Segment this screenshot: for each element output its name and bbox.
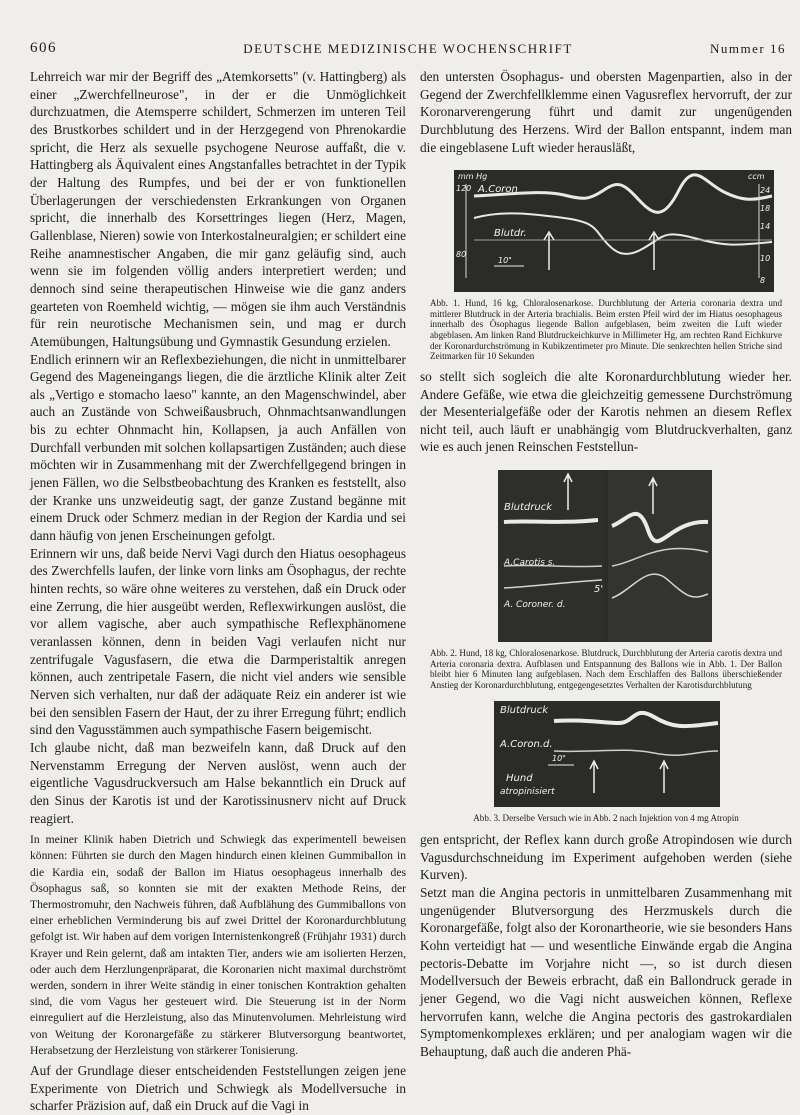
figure-3-caption: Abb. 3. Derselbe Versuch wie in Abb. 2 nach Injektion von 4 mg Atropin — [473, 812, 739, 823]
left-column — [30, 68, 406, 1115]
journal-title: DEUTSCHE MEDIZINISCHE WOCHENSCHRIFT — [243, 41, 573, 56]
figure-2 — [420, 470, 792, 690]
fig3-series-coron: A.Coron.d. — [500, 738, 553, 750]
paragraph: Lehrreich war mir der Begriff des „Atemkorsetts" (v. Hattingberg) als einer „Zwerchfellneurose", in der er die Unmöglichkeit durchzuatmen, die Atemsperre schildert, Schmerzen im unteren Teil des Brustkorbes schildert und in der Herzgegend von Phrenokardie spricht, die Herz als sexuelle psychogene Neurose auffaßt, die v. Hattingberg als Äquivalent eines Angstanfalles betrachtet in der Typik der Haltung des Rumpfes, und bei der er von funktionellen Überlagerungen der verschiedensten Erkrankungen von Organen spricht, die innerhalb des Korsettringes liegen (Herz, Magen, Gallenblase, Nieren) sowie von Interkostalneuralgien; er schildert eine Reihe anamnestischer Angaben, die mir ganz geläufig sind, auch wenn sie im folgenden völlig anders interpretiert werden; und dennoch sind seine therapeutischen Hinweise wie die ganz anders gearteten von Roemheld wichtig, — mögen sie ihm auch Verständnis für rein neurotische Mechanismen sein, und mag er durch Atemübungen, Haltungsübung und Gymnastik Gesundung erzielen. — [30, 69, 406, 349]
fig1-tick-r5: 8 — [760, 276, 766, 286]
page-number: 606 — [30, 40, 57, 56]
figure-2-plot — [498, 470, 712, 642]
small-print-paragraph: In meiner Klinik haben Dietrich und Schwiegk das experimentell beweisen können: Führten sie durch den Magen hindurch einen kleinen Gummiballon in die Kardia ein, sodaß der Ballon im Hiatus oesophageus innerhalb des Ösophagus saß, so konnten sie mit der exakten Methode Reins, der Thermostromuhr, den Nachweis führen, daß Aufblähung des Gummiballons von einer erheblichen Verminderung bis auf zwei Drittel der Koronardurchblutung gefolgt ist. Wir haben auf dem vorigen Internistenkongreß (Frühjahr 1931) durch Krayer und Rein gelernt, daß am intakten Tier, anders wie am isolierten Herzen, oder auch dem Herzlungenpräparat, die Koronarien nicht maximal durchströmt werden, sondern in ihrer Weite ständig in einer tonischen Kontraktion gehalten sind, die vom Vagus her gesteuert wird. Die Steuerung ist in der Norm einreguliert auf die Herzleistung, also das Minutenvolumen. Mehrleistung wird von Weitung der Koronargefäße zu stärkerer Blutversorgung beantwortet, Herabsetzung der Herzleistung von stärkerer Tonisierung. — [30, 833, 406, 1057]
fig2-series-carotis: A.Carotis s. — [504, 558, 556, 569]
paragraph: Auf der Grundlage dieser entscheidenden Feststellungen zeigen jene Experimente von Dietrich und Schwiegk als Modellversuche in scharfer Präzision auf, daß ein Druck auf die Vagi in — [30, 1063, 406, 1114]
figure-1 — [420, 170, 792, 362]
fig2-mark: 5' — [594, 584, 604, 596]
fig3-time-mark: 10" — [552, 753, 566, 763]
paragraph: den untersten Ösophagus- und obersten Magenpartien, also in der Gegend der Zwerchfellklemme einen Vagusreflex hervorruft, der zur Koronarverengerung führt und damit zur ungenügenden Durchblutung des Herzens. Wird der Ballon entspannt, indem man die eingeblasene Luft wieder herausläßt, — [420, 69, 792, 155]
fig1-unit-right: ccm — [748, 172, 765, 182]
paragraph: Erinnern wir uns, daß beide Nervi Vagi durch den Hiatus oesophageus des Zwerchfells laufen, der linke vorn links am Ösophagus, der rechte hinten rechts, so wäre ohne weiteres zu verstehen, daß ein Druck oder eine Zerrung, die hier ausgeübt werden, Reflexwirkungen auslöst, die vor allem vagische, aber auch sympathische Reflexphänomene veranlassen können, denn in beiden Vagi verlaufen nicht nur zentrifugale Vagusfasern, die etwa die Darmperistaltik anregen können, auch zentripetale Fasern, die nicht viel anders wie sensible Nerven sich verhalten, nur daß der adäquate Reiz ein anderer ist wie bei den sensiblen Fasern der Haut, der zu ihrer Erregung führt; endlich sind den Vagusstämmen auch sympathische Fasern beigemischt. — [30, 545, 406, 738]
fig1-unit-left: mm Hg — [458, 172, 488, 182]
page-header — [30, 40, 786, 60]
issue-number: Nummer 16 — [710, 41, 786, 56]
figure-3 — [420, 701, 792, 824]
figure-1-caption: Abb. 1. Hund, 16 kg, Chloralosenarkose. Durchblutung der Arteria coronaria dextra und mittlerer Blutdruck in der Arteria brachialis. Beim ersten Pfeil wird der im Hiatus oesophageus innerhalb des Ösophagus liegende Ballon aufgeblasen, beim zweiten die Luft wieder abgeblasen. Am linken Rand Blutdruckeichkurve in Millimeter Hg, am rechten Rand Eichkurve der Koronardurchströmung in Kubikzentimeter pro Minute. Die senkrechten hellen Striche sind Zeitmarken für 10 Sekunden — [430, 298, 782, 362]
right-column — [420, 68, 792, 1061]
fig2-series-coroner: A. Coroner. d. — [504, 600, 566, 611]
fig3-series-atropin: atropinisiert — [500, 786, 555, 797]
fig3-series-hund: Hund — [506, 772, 533, 784]
paragraph: gen entspricht, der Reflex kann durch große Atropindosen wie durch Vagusdurchschneidung im Experiment aufgehoben werden (siehe Kurven). — [420, 832, 792, 883]
paragraph: Setzt man die Angina pectoris in unmittelbaren Zusammenhang mit ungenügender Blutversorgung des Herzmuskels durch die Koronargefäße, folgt also der Koronartheorie, wie sie besonders Hans Kohn verteidigt hat — und wesentliche Einwände ergab die Angina pectoris-Debatte im Vorjahre nicht —, so ist durch diesen Modellversuch der Beweis erbracht, daß ein Ballondruck gerade in jener Gegend, wo die Vagi nicht ausweichen können, Reflexe hervorrufen kann, welche die Angina pectoris des gastrokardialen Symptomenkomplexes erklären; und per analogiam wagen wir die Behauptung, daß auch die anderen Phä- — [420, 885, 792, 1059]
figure-1-plot — [454, 170, 774, 292]
fig1-tick-r2: 18 — [760, 204, 771, 214]
figure-3-plot — [494, 701, 720, 807]
fig1-time-mark: 10" — [498, 256, 512, 266]
fig1-tick-120: 120 — [456, 184, 472, 194]
paragraph: so stellt sich sogleich die alte Koronardurchblutung wieder her. Andere Gefäße, wie etwa die gleichzeitig gemessene Durchströmung der Mesenterialgefäße oder der Karotis nehmen an diesem Reflex nicht teil, auch läuft er unabhängig vom Blutdruckverhalten, ganz wie es auch jenen Reinschen Feststellun- — [420, 368, 792, 455]
figure-2-trace-image — [498, 470, 712, 642]
paragraph: Ich glaube nicht, daß man bezweifeln kann, daß Druck auf den Nervenstamm Erregung der Nerven auslöst, wenn auch der eigentliche Vagusdruckversuch am Halse bekanntlich ein Druck auf den Sinus der Karotis ist und der Karotissinusnerv nicht auf Druck reagiert. — [30, 739, 406, 826]
figure-2-caption: Abb. 2. Hund, 18 kg, Chloralosenarkose. Blutdruck, Durchblutung der Arteria carotis dextra und Arteria coronaria dextra. Aufblasen und Entspannung des Ballons wie in Abb. 1. Der Ballon bleibt hier 6 Minuten lang aufgeblasen. Nach dem Erschlaffen des Ballons überschießender Anstieg der Koronardurchblutung, entgegengesetztes Verhalten der Karotisdurchblutung — [430, 648, 782, 690]
paragraph: Endlich erinnern wir an Reflexbeziehungen, die nicht in unmittelbarer Gegend des Mageneingangs liegen, die die ärztliche Klinik alter Zeit als „Vertigo e stomacho laeso" kannte, an den Magenschwindel, aber auch an Zustände von Schweißausbruch, Ohnmachtsanwandlungen bis zu echter Ohnmacht hin, Kollapsen, ja auch Anfällen von Durchfall verbunden mit solchen kollapsartigen Zuständen; auch diese möchten wir in Zusammenhang mit der Zwerchfellgegend bringen in jenen Fällen, wo die Selbstbeobachtung des Kranken es feststellt, also der Kranke uns unzweideutig sagt, der ganze Zustand begänne mit einem Druck oder Schmerz median in der Region der Kardia und sei dann häufig von jenen Erscheinungen gefolgt. — [30, 351, 406, 544]
fig2-series-blutdruck: Blutdruck — [504, 502, 552, 514]
fig1-tick-r1: 24 — [760, 186, 771, 196]
fig3-series-blutdruck: Blutdruck — [500, 704, 548, 716]
fig1-tick-r3: 14 — [760, 222, 771, 232]
fig1-series-coron: A.Coron — [478, 184, 518, 196]
fig1-tick-r4: 10 — [760, 254, 771, 264]
fig1-series-blutdr: Blutdr. — [494, 228, 527, 240]
fig1-tick-80: 80 — [456, 250, 467, 260]
